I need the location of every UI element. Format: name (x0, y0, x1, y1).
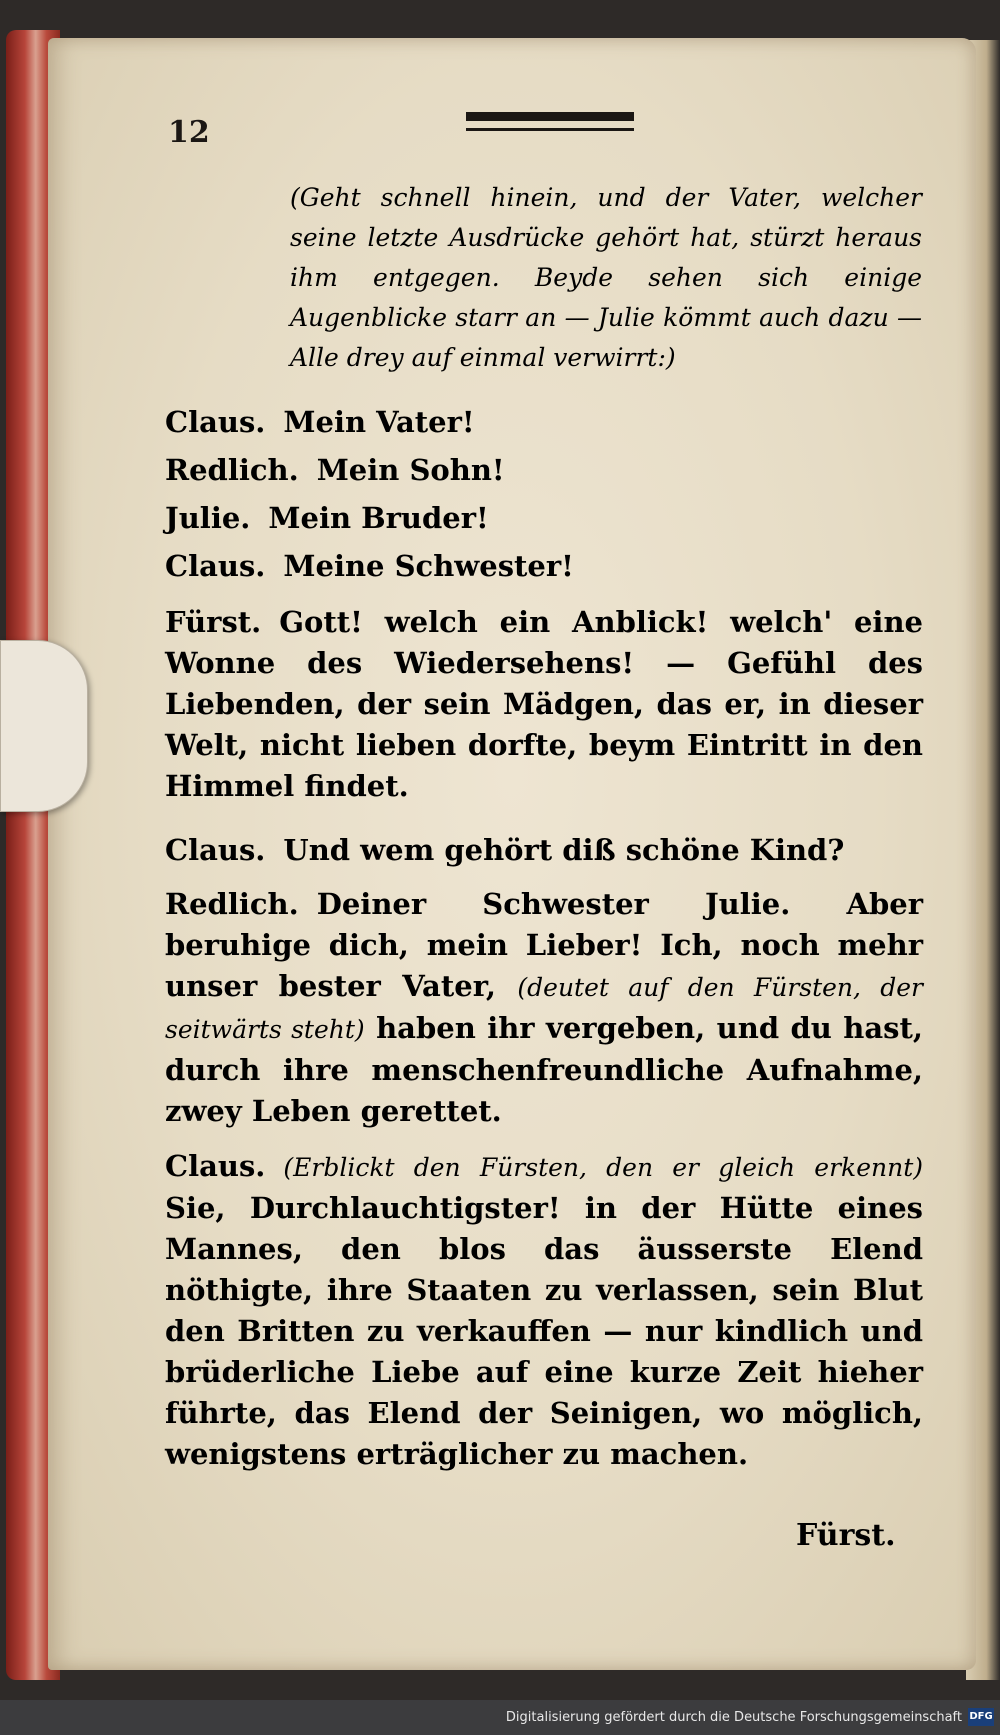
line-text-continued: Sie, Durchlauchtigster! in der Hütte eines Mannes, den blos das äusserste Elend nöthigte, ihre Staaten zu verlassen, sein Blut den Britten zu verkauffen — nur kindlich und brüderliche Liebe auf eine kurze Zeit hieher führte, das Elend der Seinigen, wo möglich, wenigstens erträglicher zu machen. (165, 1191, 923, 1471)
line-text: Mein Vater! (283, 405, 475, 439)
line-text: Meine Schwester! (283, 549, 574, 583)
dialogue-line (165, 498, 923, 539)
line-text: Mein Bruder! (268, 501, 489, 535)
stage-direction: (Geht schnell hinein, und der Vater, welcher seine letzte Ausdrücke gehört hat, stürzt heraus ihm entgegen. Beyde sehen sich einige Augenblicke starr an — Julie kömmt auch dazu — Alle drey auf einmal verwirrt:) (290, 183, 922, 372)
speaker-name: Claus. (165, 833, 266, 867)
page-number: 12 (168, 115, 210, 150)
dialogue-line (165, 1146, 923, 1475)
catchword: Fürst. (796, 1518, 896, 1553)
speaker-name: Claus. (165, 549, 266, 583)
bookmark-strip (0, 640, 88, 812)
line-text: Deiner Schwester Julie. Aber beruhige dich, mein Lieber! Ich, noch mehr unser bester Vater, (165, 887, 923, 1003)
header-rule (466, 112, 634, 131)
dialogue-line (165, 450, 923, 491)
footer-credit: Digitalisierung gefördert durch die Deutsche Forschungsgemeinschaft (505, 1710, 962, 1725)
stage-direction-inline: (Erblickt den Fürsten, den er gleich erkennt) (283, 1153, 923, 1182)
dialogue-line (165, 546, 923, 587)
speaker-name: Redlich. (165, 887, 299, 921)
dialogue-line (165, 402, 923, 443)
line-text: Und wem gehört diß schöne Kind? (283, 833, 845, 867)
speaker-name: Claus. (165, 405, 266, 439)
dialogue-line (165, 884, 923, 1132)
speaker-name: Claus. (165, 1149, 266, 1183)
speaker-name: Fürst. (165, 605, 262, 639)
dialogue-line (165, 830, 923, 871)
footer-bar (0, 1700, 1000, 1735)
speaker-name: Julie. (165, 501, 251, 535)
line-text: Gott! welch ein Anblick! welch' eine Wonne des Wiedersehens! — Gefühl des Liebenden, der sein Mädgen, das er, in dieser Welt, nicht lieben dorfte, beym Eintritt in den Himmel findet. (165, 605, 923, 803)
dfg-logo-icon: DFG (968, 1708, 994, 1726)
line-text: Mein Sohn! (316, 453, 505, 487)
line-text-continued: haben ihr vergeben, und du hast, durch ihre menschenfreundliche Aufnahme, zwey Leben gerettet. (165, 1011, 923, 1128)
speaker-name: Redlich. (165, 453, 299, 487)
dialogue-line (165, 602, 923, 807)
stage-direction-inline: (deutet auf den Fürsten, der seitwärts steht) (165, 973, 923, 1044)
